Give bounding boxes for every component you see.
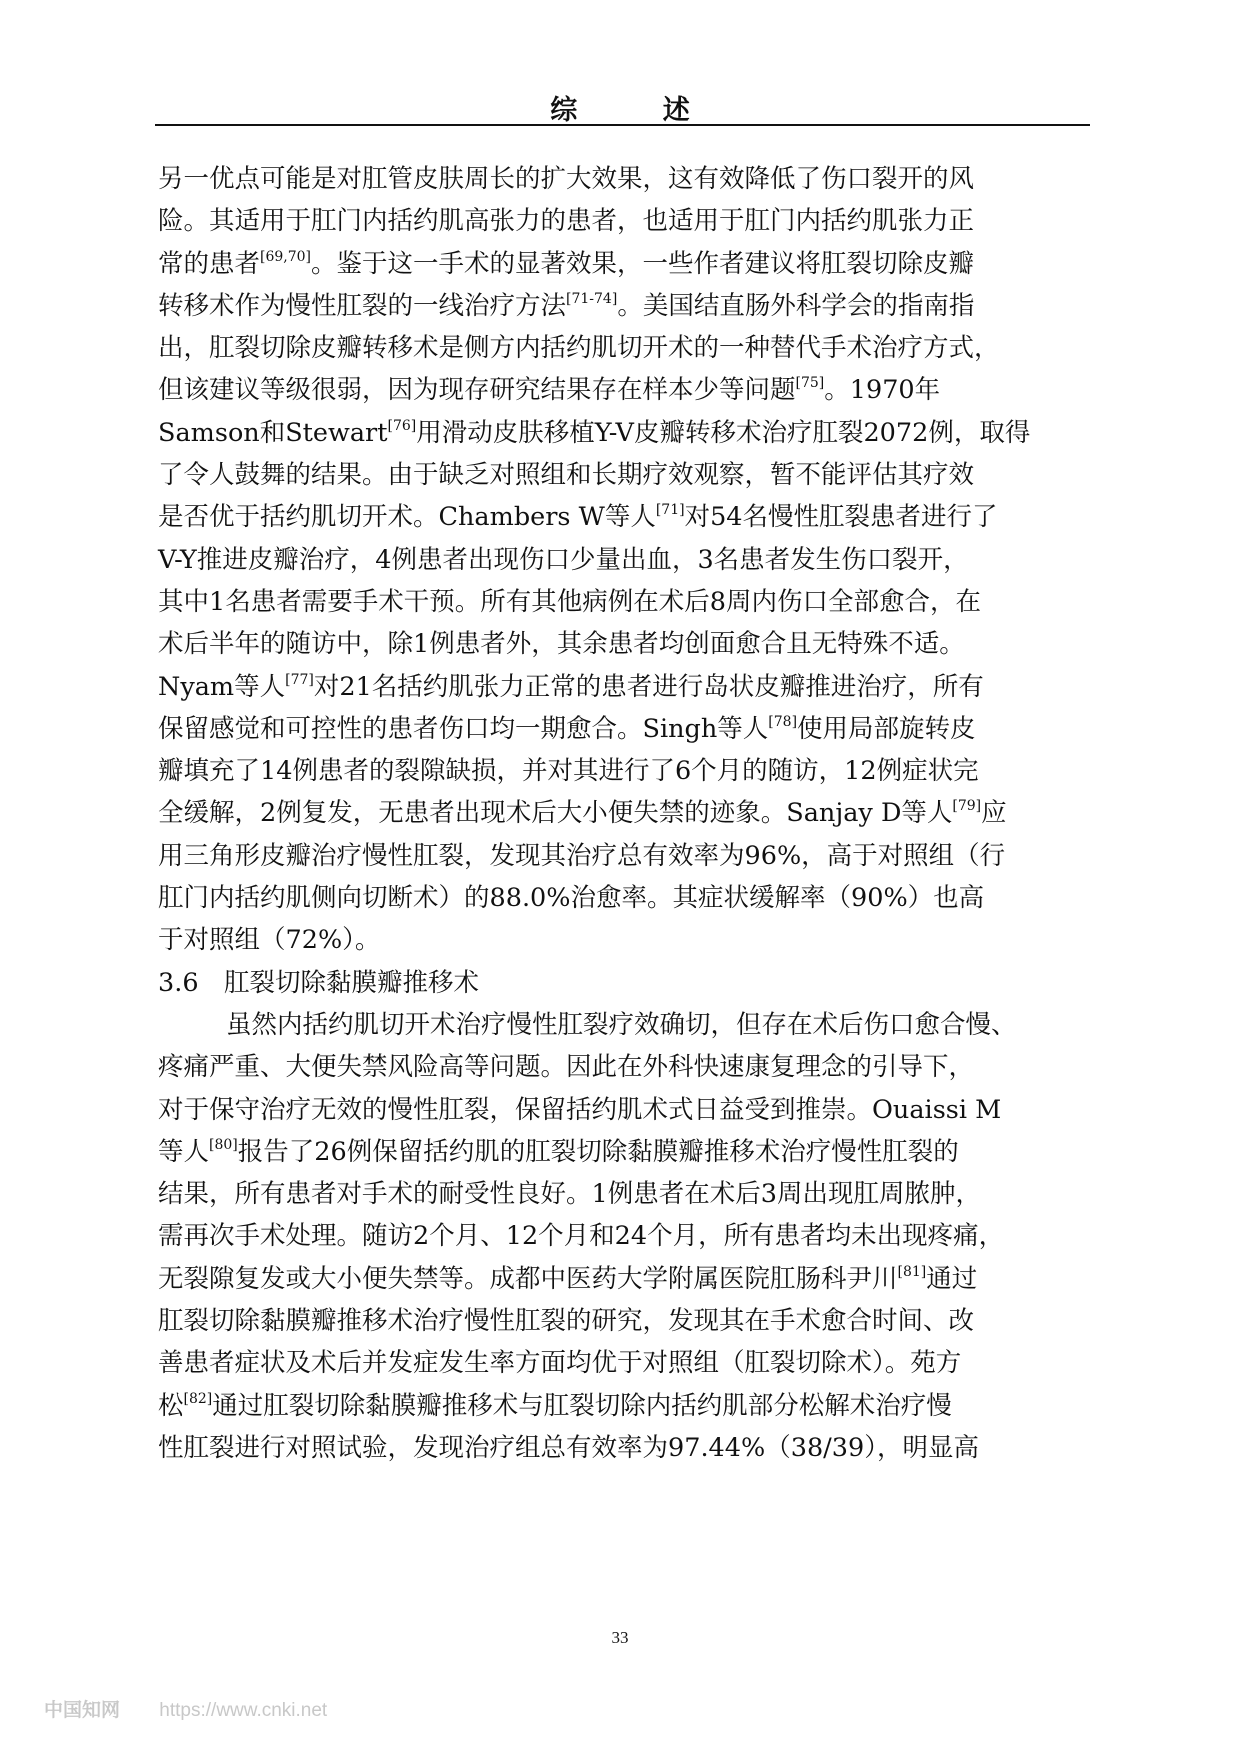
text-run: 结果，所有患者对手术的耐受性良好。1例患者在术后3周出现肛周脓肿，	[158, 1179, 981, 1210]
text-run: 保留感觉和可控性的患者伤口均一期愈合。Singh等人	[158, 713, 769, 744]
section-heading	[158, 962, 1088, 1004]
header-rule	[155, 124, 1090, 126]
text-line	[158, 327, 1088, 369]
text-run: 松	[158, 1390, 184, 1421]
text-run: 通过肛裂切除黏膜瓣推移术与肛裂切除内括约肌部分松解术治疗慢	[212, 1390, 952, 1421]
text-run: 对于保守治疗无效的慢性肛裂，保留括约肌术式日益受到推崇。Ouaissi M	[158, 1094, 1002, 1125]
text-run: 转移术作为慢性肛裂的一线治疗方法	[158, 290, 567, 321]
text-line	[158, 369, 1088, 411]
text-run: 使用局部旋转皮	[797, 713, 976, 744]
text-run: 另一优点可能是对肛管皮肤周长的扩大效果，这有效降低了伤口裂开的风	[158, 164, 975, 194]
text-run: 报告了26例保留括约肌的肛裂切除黏膜瓣推移术治疗慢性肛裂的	[237, 1136, 959, 1167]
text-line	[158, 1046, 1088, 1088]
citation-ref: [82]	[183, 1390, 213, 1407]
text-line	[158, 454, 1088, 496]
text-line	[158, 1427, 1088, 1469]
text-run: 。1970年	[824, 375, 941, 406]
citation-ref: [79]	[952, 798, 982, 815]
text-run: 疼痛严重、大便失禁风险高等问题。因此在外科快速康复理念的引导下，	[158, 1052, 975, 1083]
text-line	[158, 200, 1088, 242]
text-line	[158, 1385, 1088, 1427]
text-run: 常的患者	[158, 248, 261, 279]
section-title: 肛裂切除黏膜瓣推移术	[224, 967, 480, 998]
text-run: 是否优于括约肌切开术。Chambers W等人	[158, 502, 656, 533]
text-line	[158, 708, 1088, 750]
text-line	[158, 1173, 1088, 1215]
text-run: 了令人鼓舞的结果。由于缺乏对照组和长期疗效观察，暂不能评估其疗效	[158, 460, 975, 491]
text-run: 通过	[926, 1263, 978, 1294]
citation-ref: [71]	[655, 502, 685, 519]
watermark-url: https://www.cnki.net	[159, 1700, 328, 1721]
citation-ref: [75]	[795, 375, 825, 392]
text-run: 善患者症状及术后并发症发生率方面均优于对照组（肛裂切除术）。苑方	[158, 1348, 962, 1379]
running-header-title: 综 述	[550, 95, 728, 126]
text-run: 肛门内括约肌侧向切断术）的88.0%治愈率。其症状缓解率（90%）也高	[158, 883, 985, 914]
text-run: Nyam等人	[158, 671, 286, 702]
text-run: 肛裂切除黏膜瓣推移术治疗慢性肛裂的研究，发现其在手术愈合时间、改	[158, 1306, 975, 1337]
section-number: 3.6	[158, 967, 199, 998]
citation-ref: [81]	[897, 1263, 927, 1280]
page-number: 33	[611, 1628, 629, 1647]
text-run: 应	[981, 798, 1007, 829]
text-line	[158, 1300, 1088, 1342]
text-run: 术后半年的随访中，除1例患者外，其余患者均创面愈合且无特殊不适。	[158, 629, 965, 660]
text-run: 虽然内括约肌切开术治疗慢性肛裂疗效确切，但存在术后伤口愈合慢、	[226, 1009, 1017, 1040]
text-line	[158, 666, 1088, 708]
text-run: 性肛裂进行对照试验，发现治疗组总有效率为97.44%（38/39），明显高	[158, 1432, 979, 1463]
text-line	[158, 1215, 1088, 1257]
text-line	[158, 285, 1088, 327]
body-text	[158, 158, 1088, 1469]
text-line	[158, 1131, 1088, 1173]
text-run: 全缓解，2例复发，无患者出现术后大小便失禁的迹象。Sanjay D等人	[158, 798, 953, 829]
text-line	[158, 1342, 1088, 1384]
citation-ref: [78]	[768, 713, 798, 730]
text-line	[158, 496, 1088, 538]
text-run: 险。其适用于肛门内括约肌高张力的患者，也适用于肛门内括约肌张力正	[158, 206, 975, 237]
text-run: 但该建议等级很弱，因为现存研究结果存在样本少等问题	[158, 375, 796, 406]
text-line	[158, 158, 1088, 200]
text-line	[158, 623, 1088, 665]
text-run: 出，肛裂切除皮瓣转移术是侧方内括约肌切开术的一种替代手术治疗方式，	[158, 333, 1000, 364]
citation-ref: [76]	[387, 417, 417, 434]
text-line	[158, 1258, 1088, 1300]
text-line	[158, 243, 1088, 285]
text-run: 。鉴于这一手术的显著效果，一些作者建议将肛裂切除皮瓣	[311, 248, 975, 279]
text-run: V-Y推进皮瓣治疗，4例患者出现伤口少量出血，3名患者发生伤口裂开，	[158, 544, 969, 575]
text-run: 对21名括约肌张力正常的患者进行岛状皮瓣推进治疗，所有	[313, 671, 984, 702]
text-run: 于对照组（72%）。	[158, 925, 381, 956]
text-line	[158, 539, 1088, 581]
text-line	[158, 1089, 1088, 1131]
text-line	[158, 412, 1088, 454]
text-line	[158, 581, 1088, 623]
watermark-brand: 中国知网	[44, 1700, 121, 1721]
text-run: 用三角形皮瓣治疗慢性肛裂，发现其治疗总有效率为96%，高于对照组（行	[158, 840, 1006, 871]
text-run: 。美国结直肠外科学会的指南指	[617, 290, 975, 321]
text-run: 无裂隙复发或大小便失禁等。成都中医药大学附属医院肛肠科尹川	[158, 1263, 898, 1294]
text-line	[158, 877, 1088, 919]
citation-ref: [77]	[285, 671, 314, 688]
watermark	[44, 1695, 327, 1722]
text-run: 等人	[158, 1136, 210, 1167]
text-run: 需再次手术处理。随访2个月、12个月和24个月，所有患者均未出现疼痛，	[158, 1221, 1005, 1252]
text-run: 对54名慢性肛裂患者进行了	[684, 502, 998, 533]
text-line	[158, 835, 1088, 877]
text-run: Samson和Stewart	[158, 417, 388, 448]
text-line	[158, 919, 1088, 961]
text-line	[158, 792, 1088, 834]
text-run: 其中1名患者需要手术干预。所有其他病例在术后8周内伤口全部愈合，在	[158, 586, 981, 617]
citation-ref: [69,70]	[260, 248, 312, 265]
citation-ref: [80]	[209, 1136, 238, 1153]
text-line	[158, 1004, 1088, 1046]
text-line	[158, 750, 1088, 792]
text-run: 瓣填充了14例患者的裂隙缺损，并对其进行了6个月的随访，12例症状完	[158, 756, 979, 787]
citation-ref: [71-74]	[566, 290, 618, 307]
text-run: 用滑动皮肤移植Y-V皮瓣转移术治疗肛裂2072例，取得	[416, 417, 1031, 448]
